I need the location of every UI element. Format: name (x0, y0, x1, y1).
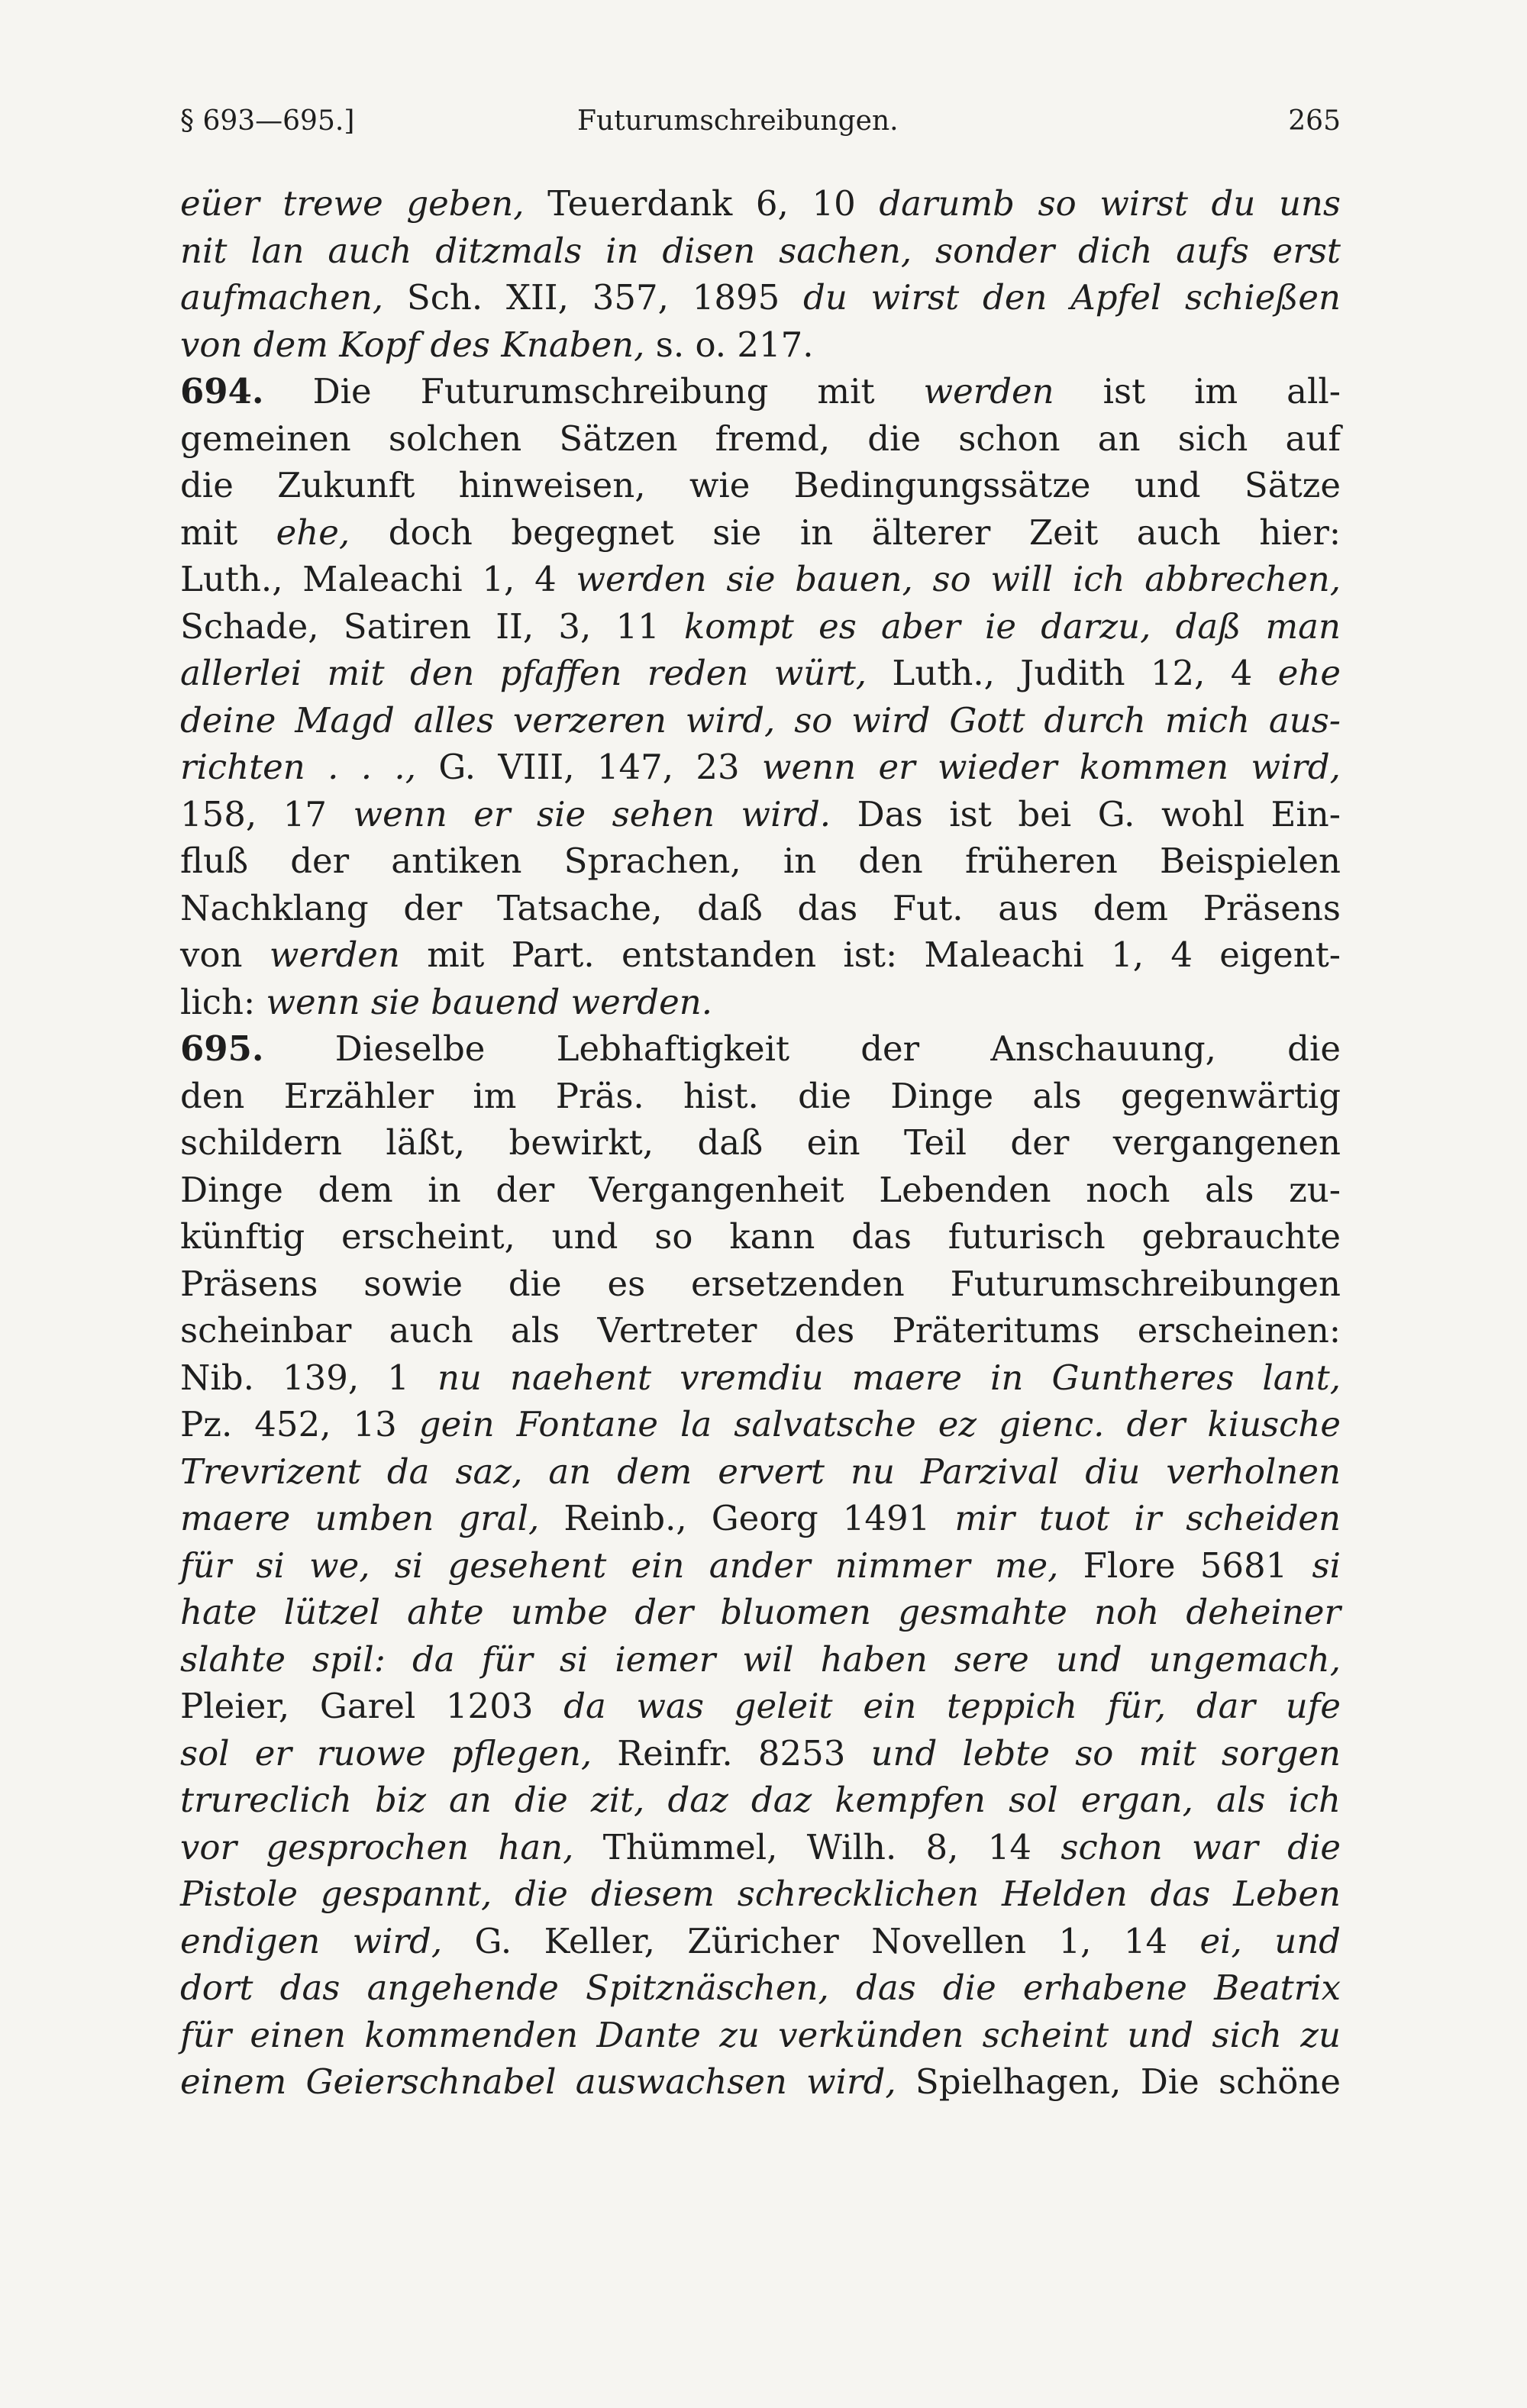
header-title: Futurumschreibungen. (577, 105, 899, 137)
text-line (180, 650, 1341, 697)
text-segment: deine Magd alles verzeren wird, so wird Gott durch mich aus- (180, 699, 1341, 741)
text-segment: Luth., Maleachi 1, 4 (180, 559, 576, 599)
text-line (180, 1542, 1341, 1590)
text-segment: mir tuot ir scheiden (954, 1498, 1341, 1538)
text-line (180, 1307, 1341, 1354)
text-segment: darumb so wirst du uns (879, 183, 1341, 224)
text-line (180, 556, 1341, 603)
text-segment: für einen kommenden Dante zu verkünden scheint und sich zu (180, 2014, 1341, 2055)
text-segment: aufmachen, (180, 277, 384, 318)
text-line (180, 1824, 1341, 1871)
text-segment: und lebte so mit sorgen (870, 1732, 1341, 1774)
text-segment: Flore 5681 (1058, 1545, 1312, 1586)
text-segment: ei, und (1199, 1920, 1341, 1961)
text-segment: von dem Kopf des Knaben, (180, 324, 645, 365)
text-segment: Dinge dem in der Vergangenheit Lebenden noch als zu- (180, 1169, 1341, 1210)
text-segment: kompt es aber ie darzu, daß man (683, 605, 1341, 647)
text-segment: von (180, 934, 270, 975)
text-segment: slahte spil: da für si iemer wil haben sere und ungemach, (180, 1638, 1341, 1680)
text-segment: Spielhagen, Die schöne (896, 2061, 1341, 2102)
text-line (180, 697, 1341, 744)
text-segment: Pz. 452, 13 (180, 1404, 419, 1444)
text-segment: s. o. 217. (644, 324, 814, 365)
text-line (180, 1683, 1341, 1730)
text-line (180, 1401, 1341, 1448)
text-segment: maere umben gral, (180, 1498, 540, 1538)
text-segment: Das ist bei G. wohl Ein- (831, 793, 1341, 834)
text-line (180, 1495, 1341, 1542)
text-line (180, 1871, 1341, 1918)
text-segment: künftig erscheint, und so kann das futurisch gebrauchte (180, 1216, 1341, 1257)
text-segment: Sch. XII, 357, 1895 (383, 277, 804, 318)
text-line (180, 1777, 1341, 1824)
text-line (180, 603, 1341, 650)
text-line (180, 1448, 1341, 1496)
text-segment: schon war die (1061, 1826, 1341, 1867)
text-line (180, 462, 1341, 509)
text-line (180, 1354, 1341, 1402)
text-segment: mit (180, 512, 276, 553)
text-line (180, 415, 1341, 463)
text-segment: ehe (1277, 653, 1341, 693)
text-segment: schildern läßt, bewirkt, daß ein Teil der vergangenen (180, 1122, 1341, 1163)
section-number: 694. (180, 371, 264, 412)
text-segment: Pistole gespannt, die diesem schrecklichen Helden das Leben (180, 1874, 1341, 1914)
text-line (180, 1073, 1341, 1120)
text-segment: Reinfr. 8253 (592, 1732, 871, 1774)
text-segment: nu naehent vremdiu maere in Guntheres lant, (437, 1357, 1341, 1398)
text-line (180, 2012, 1341, 2059)
text-segment: ist im all- (1054, 371, 1341, 412)
text-segment: trureclich biz an die zit, daz daz kempfen sol ergan, als ich (180, 1780, 1341, 1820)
text-line (180, 509, 1341, 557)
text-segment: Dieselbe Lebhaftigkeit der Anschauung, die (263, 1028, 1341, 1069)
text-line (180, 979, 1341, 1026)
text-line (180, 1260, 1341, 1308)
text-segment: wenn er wieder kommen wird, (762, 747, 1341, 787)
text-line (180, 791, 1341, 838)
text-segment: ehe, (276, 512, 350, 553)
text-line (180, 1730, 1341, 1777)
page-header (180, 105, 1341, 151)
text-segment: scheinbar auch als Vertreter des Präteritums erscheinen: (180, 1310, 1341, 1351)
text-line (180, 1918, 1341, 1965)
text-segment: gein Fontane la salvatsche ez gienc. der kiusche (418, 1404, 1341, 1444)
page-number: 265 (1288, 105, 1341, 137)
text-line (180, 368, 1341, 415)
text-segment: allerlei mit den pfaffen reden würt, (180, 653, 867, 693)
text-segment: endigen wird, (180, 1920, 443, 1961)
text-segment: für si we, si gesehent ein ander nimmer me, (180, 1545, 1059, 1586)
text-segment: vor gesprochen han, (180, 1826, 574, 1867)
text-line (180, 180, 1341, 228)
text-segment: Die Futurumschreibung mit (263, 371, 924, 412)
text-segment: sol er ruowe pflegen, (180, 1732, 592, 1774)
text-segment: dort das angehende Spitznäschen, das die erhabene Beatrix (180, 1967, 1341, 2008)
text-segment: einem Geierschnabel auswachsen wird, (180, 2061, 896, 2102)
text-segment: werden (269, 934, 400, 975)
text-line (180, 1964, 1341, 2012)
text-segment: da was geleit ein teppich für, dar ufe (563, 1686, 1341, 1726)
text-line (180, 274, 1341, 321)
text-segment: die Zukunft hinweisen, wie Bedingungssätze und Sätze (180, 465, 1341, 505)
text-segment: G. Keller, Züricher Novellen 1, 14 (442, 1920, 1200, 1961)
text-segment: fluß der antiken Sprachen, in den früheren Beispielen (180, 841, 1341, 881)
header-section-range: § 693—695.] (180, 105, 355, 137)
text-segment: mit Part. entstanden ist: Maleachi 1, 4 eigent- (399, 934, 1341, 975)
text-segment: gemeinen solchen Sätzen fremd, die schon an sich auf (180, 418, 1341, 459)
text-line (180, 931, 1341, 979)
text-line (180, 1213, 1341, 1260)
text-line (180, 228, 1341, 275)
text-segment: eüer trewe geben, (180, 183, 525, 224)
section-number: 695. (180, 1028, 264, 1069)
text-line (180, 321, 1341, 369)
text-segment: hate lützel ahte umbe der bluomen gesmahte noh deheiner (180, 1592, 1341, 1632)
text-segment: Pleier, Garel 1203 (180, 1686, 564, 1726)
text-line (180, 838, 1341, 885)
text-segment: Nib. 139, 1 (180, 1357, 437, 1398)
text-segment: wenn sie bauend werden. (266, 981, 712, 1022)
text-segment: Luth., Judith 12, 4 (867, 653, 1278, 693)
text-line (180, 885, 1341, 932)
text-segment: si (1312, 1545, 1341, 1586)
body-text (180, 180, 1341, 2106)
text-segment: Nachklang der Tatsache, daß das Fut. aus dem Präsens (180, 887, 1341, 928)
text-line (180, 1025, 1341, 1073)
text-line (180, 2058, 1341, 2106)
text-segment: Schade, Satiren II, 3, 11 (180, 605, 684, 647)
text-segment: G. VIII, 147, 23 (416, 747, 763, 787)
text-segment: Trevrizent da saz, an dem ervert nu Parzival diu verholnen (180, 1451, 1341, 1492)
text-line (180, 744, 1341, 791)
text-segment: Thümmel, Wilh. 8, 14 (573, 1826, 1061, 1867)
text-segment: lich: (180, 981, 266, 1022)
text-segment: Reinb., Georg 1491 (539, 1498, 955, 1538)
text-segment: werden sie bauen, so will ich abbrechen, (576, 559, 1341, 599)
text-segment: richten . . ., (180, 747, 417, 787)
text-line (180, 1119, 1341, 1167)
text-segment: wenn er sie sehen wird. (353, 793, 831, 834)
text-line (180, 1589, 1341, 1636)
text-segment: 158, 17 (180, 793, 354, 834)
text-line (180, 1167, 1341, 1214)
text-segment: du wirst den Apfel schießen (803, 277, 1341, 318)
text-segment: werden (923, 371, 1054, 412)
text-segment: Präsens sowie die es ersetzenden Futurumschreibungen (180, 1263, 1341, 1304)
text-segment: den Erzähler im Präs. hist. die Dinge als gegenwärtig (180, 1075, 1341, 1116)
text-segment: nit lan auch ditzmals in disen sachen, sonder dich aufs erst (180, 230, 1341, 271)
text-segment: Teuerdank 6, 10 (524, 183, 880, 224)
text-line (180, 1636, 1341, 1683)
text-segment: doch begegnet sie in älterer Zeit auch hier: (350, 512, 1341, 553)
